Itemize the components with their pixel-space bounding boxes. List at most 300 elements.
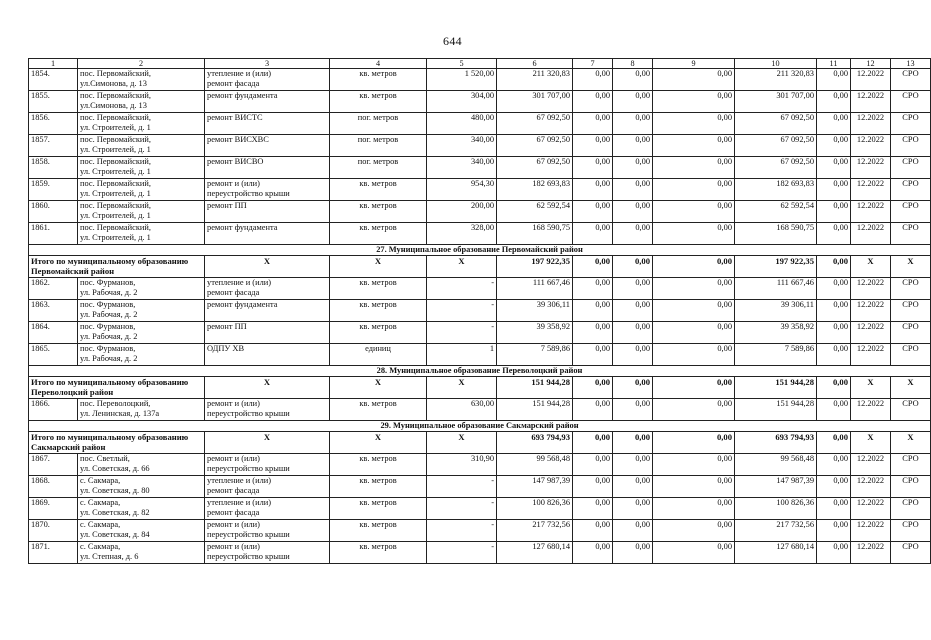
x-cell: X	[205, 256, 330, 278]
address-line-1: пос. Фурманов,	[80, 344, 136, 353]
x-cell: X	[427, 377, 497, 399]
address-line-2: ул. Строителей, д. 1	[80, 145, 151, 155]
address-line-1: пос. Фурманов,	[80, 300, 136, 309]
value-cell-c7: 0,00	[573, 520, 613, 542]
work-type-cell	[205, 179, 330, 201]
value-cell-c9: 0,00	[653, 498, 735, 520]
column-number-8: 8	[613, 59, 653, 69]
value-cell-c11: 0,00	[817, 223, 851, 245]
value-cell-c8: 0,00	[613, 520, 653, 542]
quantity-cell: -	[427, 542, 497, 564]
value-cell-c9: 0,00	[653, 399, 735, 421]
address-line-1: с. Сакмара,	[80, 498, 121, 507]
address-line-2: ул. Рабочая, д. 2	[80, 310, 138, 320]
work-type-cell	[205, 135, 330, 157]
value-cell-c6: 99 568,48	[497, 454, 573, 476]
table-row	[29, 135, 931, 157]
section-title: 27. Муниципальное образование Первомайский район	[29, 245, 931, 256]
work-type-cell	[205, 201, 330, 223]
address-cell	[78, 300, 205, 322]
work-type-line-2: переустройство крыши	[207, 189, 290, 199]
address-line-2: ул. Строителей, д. 1	[80, 211, 151, 221]
unit-cell: кв. метров	[330, 223, 427, 245]
subtotal-cell-c8: 0,00	[613, 377, 653, 399]
value-cell-c9: 0,00	[653, 69, 735, 91]
table-row	[29, 91, 931, 113]
value-cell-c7: 0,00	[573, 91, 613, 113]
value-cell-c9: 0,00	[653, 157, 735, 179]
address-cell	[78, 399, 205, 421]
unit-cell: пог. метров	[330, 157, 427, 179]
value-cell-c6: 111 667,46	[497, 278, 573, 300]
address-line-2: ул.Симонова, д. 13	[80, 101, 147, 111]
value-cell-c6: 100 826,36	[497, 498, 573, 520]
table-row	[29, 476, 931, 498]
value-cell-c8: 0,00	[613, 135, 653, 157]
value-cell-c11: 0,00	[817, 344, 851, 366]
work-type-line-1: утепление и (или)	[207, 278, 272, 287]
table-row	[29, 157, 931, 179]
quantity-cell: 480,00	[427, 113, 497, 135]
row-number: 1865.	[29, 344, 78, 366]
x-cell: X	[330, 377, 427, 399]
unit-cell: кв. метров	[330, 399, 427, 421]
unit-cell: кв. метров	[330, 201, 427, 223]
quantity-cell: 304,00	[427, 91, 497, 113]
address-cell	[78, 454, 205, 476]
address-line-1: пос. Первомайский,	[80, 69, 151, 78]
value-cell-c7: 0,00	[573, 179, 613, 201]
value-cell-c13: СРО	[891, 179, 931, 201]
work-type-line-1: ремонт и (или)	[207, 520, 260, 529]
row-number: 1859.	[29, 179, 78, 201]
x-cell: X	[330, 432, 427, 454]
value-cell-c11: 0,00	[817, 476, 851, 498]
value-cell-c7: 0,00	[573, 344, 613, 366]
row-number: 1860.	[29, 201, 78, 223]
address-line-2: ул. Ленинская, д. 137а	[80, 409, 160, 419]
value-cell-c11: 0,00	[817, 542, 851, 564]
row-number: 1861.	[29, 223, 78, 245]
unit-cell: кв. метров	[330, 278, 427, 300]
value-cell-c6: 39 306,11	[497, 300, 573, 322]
value-cell-c9: 0,00	[653, 135, 735, 157]
address-cell	[78, 498, 205, 520]
work-type-line-2: ремонт фасада	[207, 486, 260, 496]
value-cell-c13: СРО	[891, 344, 931, 366]
section-heading-row	[29, 245, 931, 256]
value-cell-c13: СРО	[891, 91, 931, 113]
value-cell-c12: 12.2022	[851, 476, 891, 498]
capital-repair-table	[28, 58, 931, 564]
value-cell-c13: СРО	[891, 278, 931, 300]
value-cell-c13: СРО	[891, 157, 931, 179]
column-number-2: 2	[78, 59, 205, 69]
value-cell-c12: 12.2022	[851, 69, 891, 91]
column-number-4: 4	[330, 59, 427, 69]
work-type-line-1: утепление и (или)	[207, 498, 272, 507]
address-cell	[78, 69, 205, 91]
address-line-1: пос. Первомайский,	[80, 201, 151, 210]
value-cell-c7: 0,00	[573, 454, 613, 476]
value-cell-c8: 0,00	[613, 157, 653, 179]
value-cell-c8: 0,00	[613, 322, 653, 344]
column-number-9: 9	[653, 59, 735, 69]
column-number-5: 5	[427, 59, 497, 69]
address-line-1: пос. Первомайский,	[80, 113, 151, 122]
table-row	[29, 344, 931, 366]
unit-cell: кв. метров	[330, 91, 427, 113]
table-row	[29, 179, 931, 201]
work-type-cell	[205, 300, 330, 322]
work-type-line-1: ремонт и (или)	[207, 399, 260, 408]
value-cell-c8: 0,00	[613, 300, 653, 322]
table-row	[29, 454, 931, 476]
value-cell-c6: 147 987,39	[497, 476, 573, 498]
value-cell-c10: 168 590,75	[735, 223, 817, 245]
work-type-line-2: переустройство крыши	[207, 464, 290, 474]
quantity-cell: 328,00	[427, 223, 497, 245]
value-cell-c13: СРО	[891, 69, 931, 91]
value-cell-c13: СРО	[891, 542, 931, 564]
value-cell-c8: 0,00	[613, 454, 653, 476]
value-cell-c9: 0,00	[653, 91, 735, 113]
unit-cell: кв. метров	[330, 69, 427, 91]
value-cell-c12: 12.2022	[851, 223, 891, 245]
address-cell	[78, 542, 205, 564]
quantity-cell: -	[427, 476, 497, 498]
value-cell-c6: 182 693,83	[497, 179, 573, 201]
address-line-2: ул. Степная, д. 6	[80, 552, 139, 562]
value-cell-c9: 0,00	[653, 113, 735, 135]
work-type-line-2: переустройство крыши	[207, 530, 290, 540]
value-cell-c7: 0,00	[573, 157, 613, 179]
value-cell-c11: 0,00	[817, 520, 851, 542]
address-line-1: с. Сакмара,	[80, 542, 121, 551]
address-line-1: пос. Первомайский,	[80, 135, 151, 144]
subtotal-cell-c7: 0,00	[573, 256, 613, 278]
address-line-2: ул. Рабочая, д. 2	[80, 354, 138, 364]
value-cell-c12: 12.2022	[851, 322, 891, 344]
value-cell-c10: 211 320,83	[735, 69, 817, 91]
row-number: 1866.	[29, 399, 78, 421]
value-cell-c6: 217 732,56	[497, 520, 573, 542]
value-cell-c10: 100 826,36	[735, 498, 817, 520]
unit-cell: кв. метров	[330, 520, 427, 542]
address-cell	[78, 113, 205, 135]
page-number: 644	[443, 34, 462, 48]
column-number-row	[29, 59, 931, 69]
subtotal-row	[29, 432, 931, 454]
work-type-line-1: ремонт и (или)	[207, 454, 260, 463]
address-line-2: ул.Симонова, д. 13	[80, 79, 147, 89]
value-cell-c12: 12.2022	[851, 399, 891, 421]
row-number: 1862.	[29, 278, 78, 300]
value-cell-c13: СРО	[891, 113, 931, 135]
value-cell-c11: 0,00	[817, 157, 851, 179]
address-line-1: пос. Первомайский,	[80, 157, 151, 166]
subtotal-row	[29, 377, 931, 399]
value-cell-c8: 0,00	[613, 344, 653, 366]
quantity-cell: -	[427, 498, 497, 520]
subtotal-cell-c13: X	[891, 377, 931, 399]
quantity-cell: 1 520,00	[427, 69, 497, 91]
value-cell-c8: 0,00	[613, 223, 653, 245]
value-cell-c10: 67 092,50	[735, 113, 817, 135]
column-number-7: 7	[573, 59, 613, 69]
value-cell-c12: 12.2022	[851, 91, 891, 113]
subtotal-cell-c9: 0,00	[653, 377, 735, 399]
subtotal-cell-c6: 197 922,35	[497, 256, 573, 278]
value-cell-c10: 67 092,50	[735, 135, 817, 157]
address-cell	[78, 157, 205, 179]
work-type-line-2: ремонт фасада	[207, 508, 260, 518]
work-type-line-1: ремонт ВИСХВС	[207, 135, 269, 144]
address-line-2: ул. Строителей, д. 1	[80, 233, 151, 243]
subtotal-cell-c6: 693 794,93	[497, 432, 573, 454]
subtotal-cell-c11: 0,00	[817, 377, 851, 399]
value-cell-c7: 0,00	[573, 69, 613, 91]
subtotal-cell-c12: X	[851, 256, 891, 278]
value-cell-c11: 0,00	[817, 454, 851, 476]
column-number-10: 10	[735, 59, 817, 69]
value-cell-c13: СРО	[891, 223, 931, 245]
address-cell	[78, 179, 205, 201]
value-cell-c7: 0,00	[573, 278, 613, 300]
work-type-cell	[205, 520, 330, 542]
address-line-1: пос. Светлый,	[80, 454, 130, 463]
address-line-2: ул. Рабочая, д. 2	[80, 288, 138, 298]
value-cell-c7: 0,00	[573, 300, 613, 322]
value-cell-c11: 0,00	[817, 399, 851, 421]
table-row	[29, 300, 931, 322]
x-cell: X	[427, 432, 497, 454]
section-title: 29. Муниципальное образование Сакмарский район	[29, 421, 931, 432]
value-cell-c12: 12.2022	[851, 542, 891, 564]
address-line-2: ул. Строителей, д. 1	[80, 189, 151, 199]
value-cell-c13: СРО	[891, 476, 931, 498]
value-cell-c9: 0,00	[653, 476, 735, 498]
value-cell-c11: 0,00	[817, 69, 851, 91]
value-cell-c9: 0,00	[653, 223, 735, 245]
value-cell-c7: 0,00	[573, 135, 613, 157]
address-cell	[78, 278, 205, 300]
subtotal-cell-c13: X	[891, 432, 931, 454]
row-number: 1857.	[29, 135, 78, 157]
work-type-line-1: ремонт и (или)	[207, 542, 260, 551]
row-number: 1864.	[29, 322, 78, 344]
value-cell-c12: 12.2022	[851, 278, 891, 300]
value-cell-c11: 0,00	[817, 201, 851, 223]
row-number: 1870.	[29, 520, 78, 542]
column-number-12: 12	[851, 59, 891, 69]
value-cell-c13: СРО	[891, 454, 931, 476]
value-cell-c10: 111 667,46	[735, 278, 817, 300]
subtotal-cell-c9: 0,00	[653, 432, 735, 454]
address-cell	[78, 322, 205, 344]
value-cell-c12: 12.2022	[851, 300, 891, 322]
work-type-cell	[205, 157, 330, 179]
quantity-cell: 954,30	[427, 179, 497, 201]
work-type-cell	[205, 476, 330, 498]
row-number: 1869.	[29, 498, 78, 520]
work-type-cell	[205, 454, 330, 476]
value-cell-c11: 0,00	[817, 278, 851, 300]
value-cell-c6: 7 589,86	[497, 344, 573, 366]
table-row	[29, 498, 931, 520]
unit-cell: кв. метров	[330, 300, 427, 322]
address-line-1: пос. Фурманов,	[80, 278, 136, 287]
address-line-1: с. Сакмара,	[80, 520, 121, 529]
x-cell: X	[330, 256, 427, 278]
work-type-line-1: ремонт и (или)	[207, 179, 260, 188]
address-cell	[78, 201, 205, 223]
value-cell-c7: 0,00	[573, 201, 613, 223]
work-type-cell	[205, 399, 330, 421]
address-line-2: ул. Строителей, д. 1	[80, 123, 151, 133]
row-number: 1855.	[29, 91, 78, 113]
value-cell-c7: 0,00	[573, 399, 613, 421]
value-cell-c10: 62 592,54	[735, 201, 817, 223]
subtotal-cell-c12: X	[851, 432, 891, 454]
value-cell-c11: 0,00	[817, 300, 851, 322]
column-number-1: 1	[29, 59, 78, 69]
value-cell-c12: 12.2022	[851, 113, 891, 135]
subtotal-label: Итого по муниципальному образованию Первомайский район	[29, 256, 205, 278]
value-cell-c8: 0,00	[613, 69, 653, 91]
work-type-cell	[205, 91, 330, 113]
value-cell-c6: 39 358,92	[497, 322, 573, 344]
row-number: 1867.	[29, 454, 78, 476]
row-number: 1858.	[29, 157, 78, 179]
quantity-cell: -	[427, 300, 497, 322]
address-line-1: пос. Первомайский,	[80, 223, 151, 232]
x-cell: X	[205, 432, 330, 454]
address-line-1: пос. Переволоцкий,	[80, 399, 151, 408]
value-cell-c11: 0,00	[817, 322, 851, 344]
unit-cell: кв. метров	[330, 179, 427, 201]
subtotal-cell-c7: 0,00	[573, 377, 613, 399]
section-title: 28. Муниципальное образование Переволоцкий район	[29, 366, 931, 377]
table-body	[29, 59, 931, 564]
work-type-cell	[205, 113, 330, 135]
unit-cell: кв. метров	[330, 476, 427, 498]
table-row	[29, 113, 931, 135]
value-cell-c12: 12.2022	[851, 179, 891, 201]
address-line-1: пос. Первомайский,	[80, 91, 151, 100]
value-cell-c12: 12.2022	[851, 201, 891, 223]
value-cell-c6: 301 707,00	[497, 91, 573, 113]
subtotal-cell-c13: X	[891, 256, 931, 278]
value-cell-c6: 67 092,50	[497, 135, 573, 157]
subtotal-cell-c8: 0,00	[613, 256, 653, 278]
value-cell-c8: 0,00	[613, 476, 653, 498]
value-cell-c10: 301 707,00	[735, 91, 817, 113]
column-number-11: 11	[817, 59, 851, 69]
unit-cell: пог. метров	[330, 135, 427, 157]
quantity-cell: 340,00	[427, 135, 497, 157]
quantity-cell: 200,00	[427, 201, 497, 223]
address-cell	[78, 344, 205, 366]
value-cell-c9: 0,00	[653, 344, 735, 366]
value-cell-c10: 67 092,50	[735, 157, 817, 179]
value-cell-c6: 211 320,83	[497, 69, 573, 91]
unit-cell: кв. метров	[330, 454, 427, 476]
work-type-cell	[205, 322, 330, 344]
work-type-cell	[205, 498, 330, 520]
value-cell-c9: 0,00	[653, 520, 735, 542]
value-cell-c10: 39 358,92	[735, 322, 817, 344]
value-cell-c7: 0,00	[573, 542, 613, 564]
value-cell-c9: 0,00	[653, 278, 735, 300]
column-number-6: 6	[497, 59, 573, 69]
x-cell: X	[205, 377, 330, 399]
subtotal-label: Итого по муниципальному образованию Переволоцкий район	[29, 377, 205, 399]
quantity-cell: 340,00	[427, 157, 497, 179]
value-cell-c13: СРО	[891, 322, 931, 344]
value-cell-c13: СРО	[891, 399, 931, 421]
work-type-line-1: ремонт ПП	[207, 201, 247, 210]
table-row	[29, 278, 931, 300]
value-cell-c13: СРО	[891, 498, 931, 520]
table-row	[29, 542, 931, 564]
value-cell-c10: 147 987,39	[735, 476, 817, 498]
value-cell-c6: 168 590,75	[497, 223, 573, 245]
subtotal-cell-c9: 0,00	[653, 256, 735, 278]
subtotal-cell-c10: 151 944,28	[735, 377, 817, 399]
address-line-2: ул. Рабочая, д. 2	[80, 332, 138, 342]
table-row	[29, 322, 931, 344]
subtotal-cell-c10: 197 922,35	[735, 256, 817, 278]
value-cell-c9: 0,00	[653, 201, 735, 223]
subtotal-label: Итого по муниципальному образованию Сакмарский район	[29, 432, 205, 454]
row-number: 1871.	[29, 542, 78, 564]
unit-cell: пог. метров	[330, 113, 427, 135]
address-cell	[78, 520, 205, 542]
value-cell-c7: 0,00	[573, 113, 613, 135]
value-cell-c7: 0,00	[573, 223, 613, 245]
quantity-cell: 310,90	[427, 454, 497, 476]
value-cell-c12: 12.2022	[851, 157, 891, 179]
table-row	[29, 201, 931, 223]
address-line-1: пос. Первомайский,	[80, 179, 151, 188]
value-cell-c8: 0,00	[613, 201, 653, 223]
row-number: 1863.	[29, 300, 78, 322]
x-cell: X	[427, 256, 497, 278]
subtotal-cell-c11: 0,00	[817, 432, 851, 454]
address-cell	[78, 223, 205, 245]
value-cell-c10: 151 944,28	[735, 399, 817, 421]
row-number: 1868.	[29, 476, 78, 498]
address-line-2: ул. Строителей, д. 1	[80, 167, 151, 177]
value-cell-c9: 0,00	[653, 179, 735, 201]
value-cell-c8: 0,00	[613, 498, 653, 520]
table-row	[29, 223, 931, 245]
subtotal-cell-c10: 693 794,93	[735, 432, 817, 454]
address-line-2: ул. Советская, д. 66	[80, 464, 150, 474]
value-cell-c11: 0,00	[817, 135, 851, 157]
value-cell-c6: 62 592,54	[497, 201, 573, 223]
address-line-2: ул. Советская, д. 80	[80, 486, 150, 496]
value-cell-c11: 0,00	[817, 91, 851, 113]
work-type-line-1: ремонт ПП	[207, 322, 247, 331]
value-cell-c11: 0,00	[817, 113, 851, 135]
quantity-cell: 630,00	[427, 399, 497, 421]
address-line-1: с. Сакмара,	[80, 476, 121, 485]
subtotal-row	[29, 256, 931, 278]
quantity-cell: -	[427, 322, 497, 344]
value-cell-c11: 0,00	[817, 179, 851, 201]
